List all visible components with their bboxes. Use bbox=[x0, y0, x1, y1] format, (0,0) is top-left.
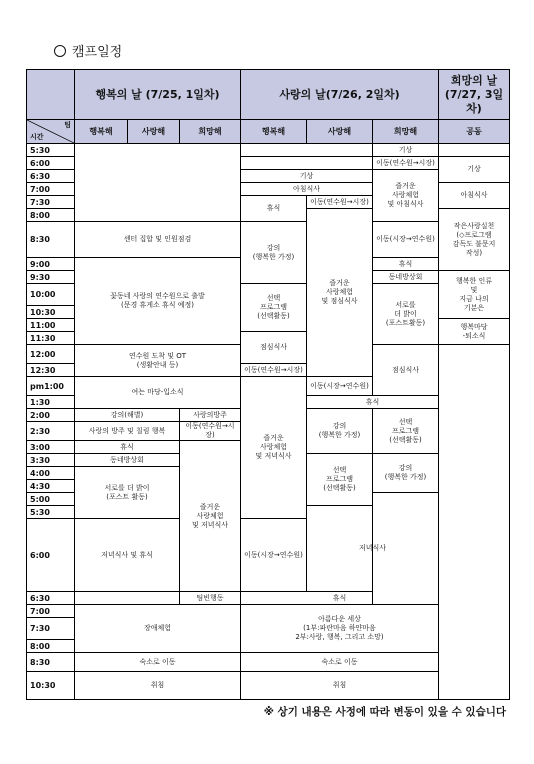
d1-lecture-b: 사랑의방주 bbox=[180, 409, 241, 422]
time-cell: 8:00 bbox=[27, 209, 75, 222]
d2-sleep: 취침 bbox=[241, 672, 439, 700]
common-day3: 공동 bbox=[439, 120, 510, 144]
day2-header: 사랑의 날(7/26, 2일차) bbox=[241, 70, 439, 120]
time-cell: 9:30 bbox=[27, 271, 75, 284]
d1-dinner: 저녁식사 및 휴식 bbox=[75, 519, 180, 592]
time-cell: 6:00 bbox=[27, 519, 75, 592]
d1-lecture-c: 사랑의 방주 및 칠림 행복 bbox=[75, 422, 180, 441]
time-cell: 8:30 bbox=[27, 653, 75, 672]
d2-market-team3: 즐거운 사랑체험 및 아침식사 bbox=[373, 170, 439, 222]
d1-rest2: 팀빈행동 bbox=[180, 592, 241, 605]
time-cell: 12:00 bbox=[27, 345, 75, 364]
d2-move1: 이동(연수원→시장) bbox=[307, 196, 373, 209]
d2-beauty: 아름다운 세상 (1부:파란마음 하얀마음 2부:사랑, 행복, 그리고 소망) bbox=[241, 605, 439, 653]
team1-day2: 행복해 bbox=[241, 120, 307, 144]
blank bbox=[75, 592, 180, 605]
time-cell: 3:00 bbox=[27, 441, 75, 454]
d2-elective: 선택 프로그램 (선택활동) bbox=[241, 284, 307, 332]
time-cell: 5:00 bbox=[27, 493, 75, 506]
footnote: ※ 상기 내용은 사정에 따라 변동이 있을 수 있습니다 bbox=[263, 706, 506, 718]
corner-team-label: 팀 bbox=[64, 121, 71, 129]
d2-move3: 이동(시장→연수원) bbox=[307, 377, 373, 396]
time-cell: 4:00 bbox=[27, 467, 75, 480]
d2-rest2: 휴식 bbox=[307, 396, 439, 409]
team3-day2: 희망해 bbox=[373, 120, 439, 144]
d2-market-lunch: 즐거운 사랑체험 및 점심식사 bbox=[307, 209, 373, 377]
time-cell: 7:30 bbox=[27, 196, 75, 209]
time-cell: 10:00 bbox=[27, 284, 75, 306]
d2-wake: 기상 bbox=[241, 170, 373, 183]
d3-wrap: 행복마당 -퇴소식 bbox=[439, 319, 510, 345]
time-cell: 2:30 bbox=[27, 422, 75, 441]
d2-dinner: 저녁식사 bbox=[307, 506, 439, 592]
d2-neighbor: 동네방상회 bbox=[373, 271, 439, 284]
heading-text: 캠프일정 bbox=[72, 45, 123, 60]
d2-elective3: 선택 프로그램 (선택활동) bbox=[307, 454, 373, 506]
blank bbox=[241, 157, 373, 170]
d2-rest1: 휴식 bbox=[241, 196, 307, 222]
time-cell: 6:00 bbox=[27, 157, 75, 170]
time-cell: 3:30 bbox=[27, 454, 75, 467]
time-cell: 6:30 bbox=[27, 592, 75, 605]
d1-serve: 서로를 더 밝이 (포스트 활동) bbox=[75, 467, 180, 519]
circle-bullet-icon bbox=[54, 45, 66, 57]
time-cell: 8:30 bbox=[27, 222, 75, 258]
d2-lecture: 강의 (행복한 가정) bbox=[241, 222, 307, 284]
d1-dorm: 숙소로 이동 bbox=[75, 653, 241, 672]
d3-small-love: 작은사랑실천 (◇프로그램 감독도 불문지 작성) bbox=[439, 209, 510, 271]
d2-market-dinner: 즐거운 사랑체험 및 저녁식사 bbox=[241, 377, 307, 519]
d2-move2: 이동(연수원→시장) bbox=[241, 364, 307, 377]
time-cell: 8:00 bbox=[27, 640, 75, 653]
section-heading bbox=[54, 41, 122, 60]
team-row bbox=[27, 120, 510, 144]
d2-dorm: 숙소로 이동 bbox=[241, 653, 439, 672]
d2-serve: 서로를 더 밝이 (포스트활동) bbox=[373, 284, 439, 345]
time-cell: 11:00 bbox=[27, 319, 75, 332]
d1-disabled: 장애체험 bbox=[75, 605, 241, 653]
d1-move: 이동(연수원→시장) bbox=[180, 422, 241, 441]
blank bbox=[439, 144, 510, 157]
d2-wake-team3: 기상 bbox=[373, 144, 439, 157]
time-cell: 11:30 bbox=[27, 332, 75, 345]
d2-move-team3: 이동(연수원→시장) bbox=[373, 157, 439, 170]
team-time-corner bbox=[27, 120, 75, 144]
d3-happy: 행복한 인류 및 지금 나의 기분은 bbox=[439, 271, 510, 319]
d1-neighbor: 동네방상회 bbox=[75, 454, 180, 467]
d3-leave-area bbox=[439, 345, 510, 700]
d2-rest-team3: 휴식 bbox=[373, 258, 439, 271]
d1-sleep: 취침 bbox=[75, 672, 241, 700]
d2-lunch: 점심식사 bbox=[241, 332, 307, 364]
time-cell: 4:30 bbox=[27, 480, 75, 493]
time-cell: 10:30 bbox=[27, 672, 75, 700]
header-row bbox=[27, 70, 510, 120]
d1-lecture-a: 강의(해별) bbox=[75, 409, 180, 422]
day1-header: 행복의 날 (7/25, 1일차) bbox=[75, 70, 241, 120]
day1-blank bbox=[75, 144, 241, 222]
d2-breakfast: 아침식사 bbox=[241, 183, 373, 196]
team2-day1: 사랑해 bbox=[128, 120, 180, 144]
time-cell: pm1:00 bbox=[27, 377, 75, 396]
d1-gather: 센터 집합 및 인원점검 bbox=[75, 222, 241, 258]
team2-day2: 사랑해 bbox=[307, 120, 373, 144]
d2-elective2: 선택 프로그램 (선택활동) bbox=[373, 409, 439, 454]
d2-rest3: 휴식 bbox=[241, 592, 439, 605]
day3-header: 희망의 날(7/27, 3일차) bbox=[439, 70, 510, 120]
time-cell: 10:30 bbox=[27, 306, 75, 319]
d1-market: 즐거운 사랑체험 및 저녁식사 bbox=[180, 441, 241, 592]
time-cell: 5:30 bbox=[27, 506, 75, 519]
time-cell: 7:00 bbox=[27, 605, 75, 618]
corner-time-label: 시간 bbox=[30, 133, 44, 141]
time-cell: 12:30 bbox=[27, 364, 75, 377]
time-cell: 9:00 bbox=[27, 258, 75, 271]
d1-move2: 이동(시장→연수원) bbox=[241, 519, 307, 592]
team1-day1: 행복해 bbox=[75, 120, 128, 144]
time-cell: 5:30 bbox=[27, 144, 75, 157]
d1-rest: 휴식 bbox=[75, 441, 180, 454]
corner-top bbox=[27, 70, 75, 120]
blank bbox=[241, 144, 373, 157]
team3-day1: 희망해 bbox=[180, 120, 241, 144]
time-cell: 7:00 bbox=[27, 183, 75, 196]
time-cell: 6:30 bbox=[27, 170, 75, 183]
d1-open: 여는 마당-입소식 bbox=[75, 377, 241, 409]
time-cell: 1:30 bbox=[27, 396, 75, 409]
d3-wake: 기상 bbox=[439, 157, 510, 183]
d2-lunch-team3: 점심식사 bbox=[373, 345, 439, 396]
d3-breakfast: 아침식사 bbox=[439, 183, 510, 209]
time-cell: 7:30 bbox=[27, 618, 75, 640]
d2-lecture2: 강의 (행복한 가정) bbox=[307, 409, 373, 454]
d2-move-team3b: 이동(시장→연수원) bbox=[373, 222, 439, 258]
d1-travel: 꽃동네 사랑의 연수원으로 출발 (문경 휴게소 휴식 예정) bbox=[75, 258, 241, 345]
d1-arrive: 연수원 도착 및 OT (생활안내 등) bbox=[75, 345, 241, 377]
time-cell: 2:00 bbox=[27, 409, 75, 422]
schedule-table bbox=[26, 69, 510, 700]
d2-lecture3: 강의 (행복한 가정) bbox=[373, 454, 439, 493]
